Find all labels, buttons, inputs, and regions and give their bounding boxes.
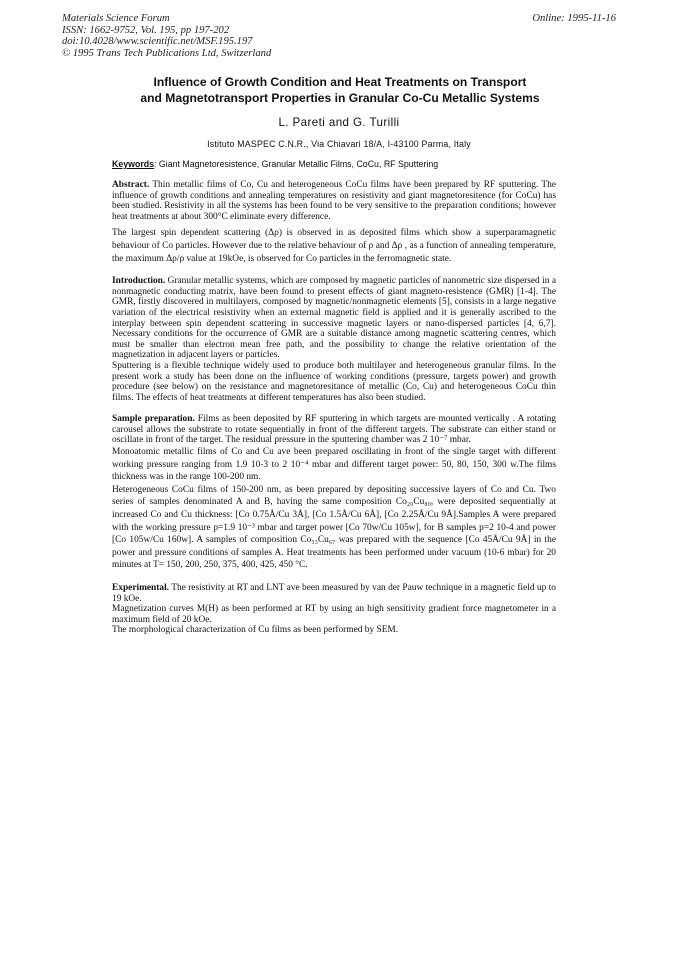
introduction-paragraph	[112, 276, 556, 361]
doi-line: doi:10.4028/www.scientific.net/MSF.195.197	[62, 36, 253, 48]
issn-line: ISSN: 1662-9752, Vol. 195, pp 197-202	[62, 24, 230, 36]
keywords-label: Keywords	[112, 159, 155, 169]
abstract-paragraph	[112, 180, 556, 222]
experimental-paragraph-2: Magnetization curves M(H) as been performed at RT by using an high sensitivity gradient force magnetometer in a maximum field of 20 kOe.	[112, 604, 556, 625]
experimental-heading: Experimental.	[112, 583, 170, 593]
journal-header	[62, 13, 392, 59]
introduction-text-1: Granular metallic systems, which are composed by magnetic particles of nanometric size dispersed in a nonmagnetic conducting matrix, have been found to present effects of giant magneto-resistence (GMR) [1-4]. The GMR, firstly discovered in multilayers, composed by magnetic/nonmagnetic elements [5], consists in a large negative variation of the electrical resistivity when an external magnetic field is applied and it is generally ascribed to the interplay between spin dependent scattering in successive magnetic layers or nano-dispersed particles [4, 6,7]. Necessary conditions for the occurrence of GMR are a suitable distance among magnetic scattering centres, which must be smaller than electron mean free path, and the possibility to change the relative orientation of the magnetization in adjacent layers or particles.	[112, 276, 556, 361]
affiliation: Istituto MASPEC C.N.R., Via Chiavari 18/A, I-43100 Parma, Italy	[207, 139, 471, 149]
authors: L. Pareti and G. Turilli	[278, 116, 400, 129]
sample-preparation-paragraph-3: Heterogeneous CoCu films of 150-200 nm, as been prepared by depositing successive layers of Co and Cu. Two series of samples denominated A and B, having the same composition Co₂₀Cu₈₀, were deposited sequentially at increased Co and Cu thickness: [Co 0.75Å/Cu 3Å], [Co 1.5Å/Cu 6Å], [Co 2.25Å/Cu 9Å].Samples A were prepared with the working pressure p=1.9 10⁻³ mbar and target power [Co 70w/Cu 105w], for B samples p=2 10-4 and power [Co 105w/Cu 160w]. A samples of composition Co₃₃Cu₆₇ was prepared with the sequence [Co 45Å/Cu 9Å] in the power and pressure conditions of samples A. Heat treatments has been performed under vacuum (10-6 mbar) for 20 minutes at T= 150, 200, 250, 375, 400, 425, 450 °C.	[112, 484, 556, 571]
keywords	[112, 159, 572, 169]
paper-body	[112, 180, 556, 636]
copyright-line: © 1995 Trans Tech Publications Ltd, Switzerland	[62, 47, 272, 59]
sample-preparation-text-1: Films as been deposited by RF sputtering in which targets are mounted vertically . A rotating carousel allows the substrate to rotate sequentially in front of the different targets. The substrate can either stand or oscillate in front of the target. The residual pressure in the sputtering chamber was 2 10⁻⁷ mbar.	[112, 414, 556, 446]
experimental-text-1: The resistivity at RT and LNT ave been measured by van der Pauw technique in a magnetic field up to 19 kOe.	[112, 583, 556, 604]
sample-preparation-heading: Sample preparation.	[112, 414, 195, 425]
abstract-paragraph-2: The largest spin dependent scattering (Δρ) is observed in as deposited films which show a superparamagnetic behaviour of Co particles. However due to the relative behaviour of ρ and Δρ , as a function of annealing temperature, the maximum Δρ/ρ value at 19kOe, is observed for Co particles in the ferromagnetic state.	[112, 228, 556, 264]
title-line-1: Influence of Growth Condition and Heat Treatments on Transport	[153, 75, 527, 89]
online-date: Online: 1995-11-16	[532, 13, 616, 24]
journal-name: Materials Science Forum	[62, 13, 170, 24]
experimental-paragraph-3: The morphological characterization of Cu films as been performed by SEM.	[112, 625, 399, 636]
keywords-text: : Giant Magnetoresistence, Granular Metallic Films, CoCu, RF Sputtering	[154, 159, 439, 169]
sample-preparation-paragraph-2: Monoatomic metallic films of Co and Cu ave been prepared oscillating in front of the single target with different working pressure ranging from 1.9 10-3 to 2 10⁻⁴ mbar and different target power: 50, 80, 150, 300 w.The films thickness was in the range 100-200 nm.	[112, 447, 556, 483]
introduction-heading: Introduction.	[112, 276, 166, 287]
introduction-paragraph-2: Sputtering is a flexible technique widely used to produce both multilayer and heterogeneous granular films. In the present work a study has been done on the influence of working conditions (pressure, targets power) and growth procedure (see below) on the resistance and magnetoresitance of metallic (Co, Cu) and heterogeneous CoCu thin films. The effects of heat treatments at different temperatures has also been studied.	[112, 360, 556, 403]
title-line-2: and Magnetotransport Properties in Granular Co-Cu Metallic Systems	[140, 91, 540, 105]
sample-preparation-paragraph	[112, 414, 556, 446]
abstract-heading: Abstract.	[112, 180, 150, 190]
experimental-paragraph	[112, 583, 556, 604]
paper-title	[90, 74, 590, 106]
abstract-text-1: Thin metallic films of Co, Cu and heterogeneous CoCu films have been prepared by RF sputtering. The influence of growth conditions and annealing temperatures on resistivity and giant magnetoresitence (for CoCu) has been studied. Resistivity in all the systems has been found to be very sensitive to the preparation conditions; however heat treatments at about 300°C eliminate every difference.	[112, 180, 556, 222]
